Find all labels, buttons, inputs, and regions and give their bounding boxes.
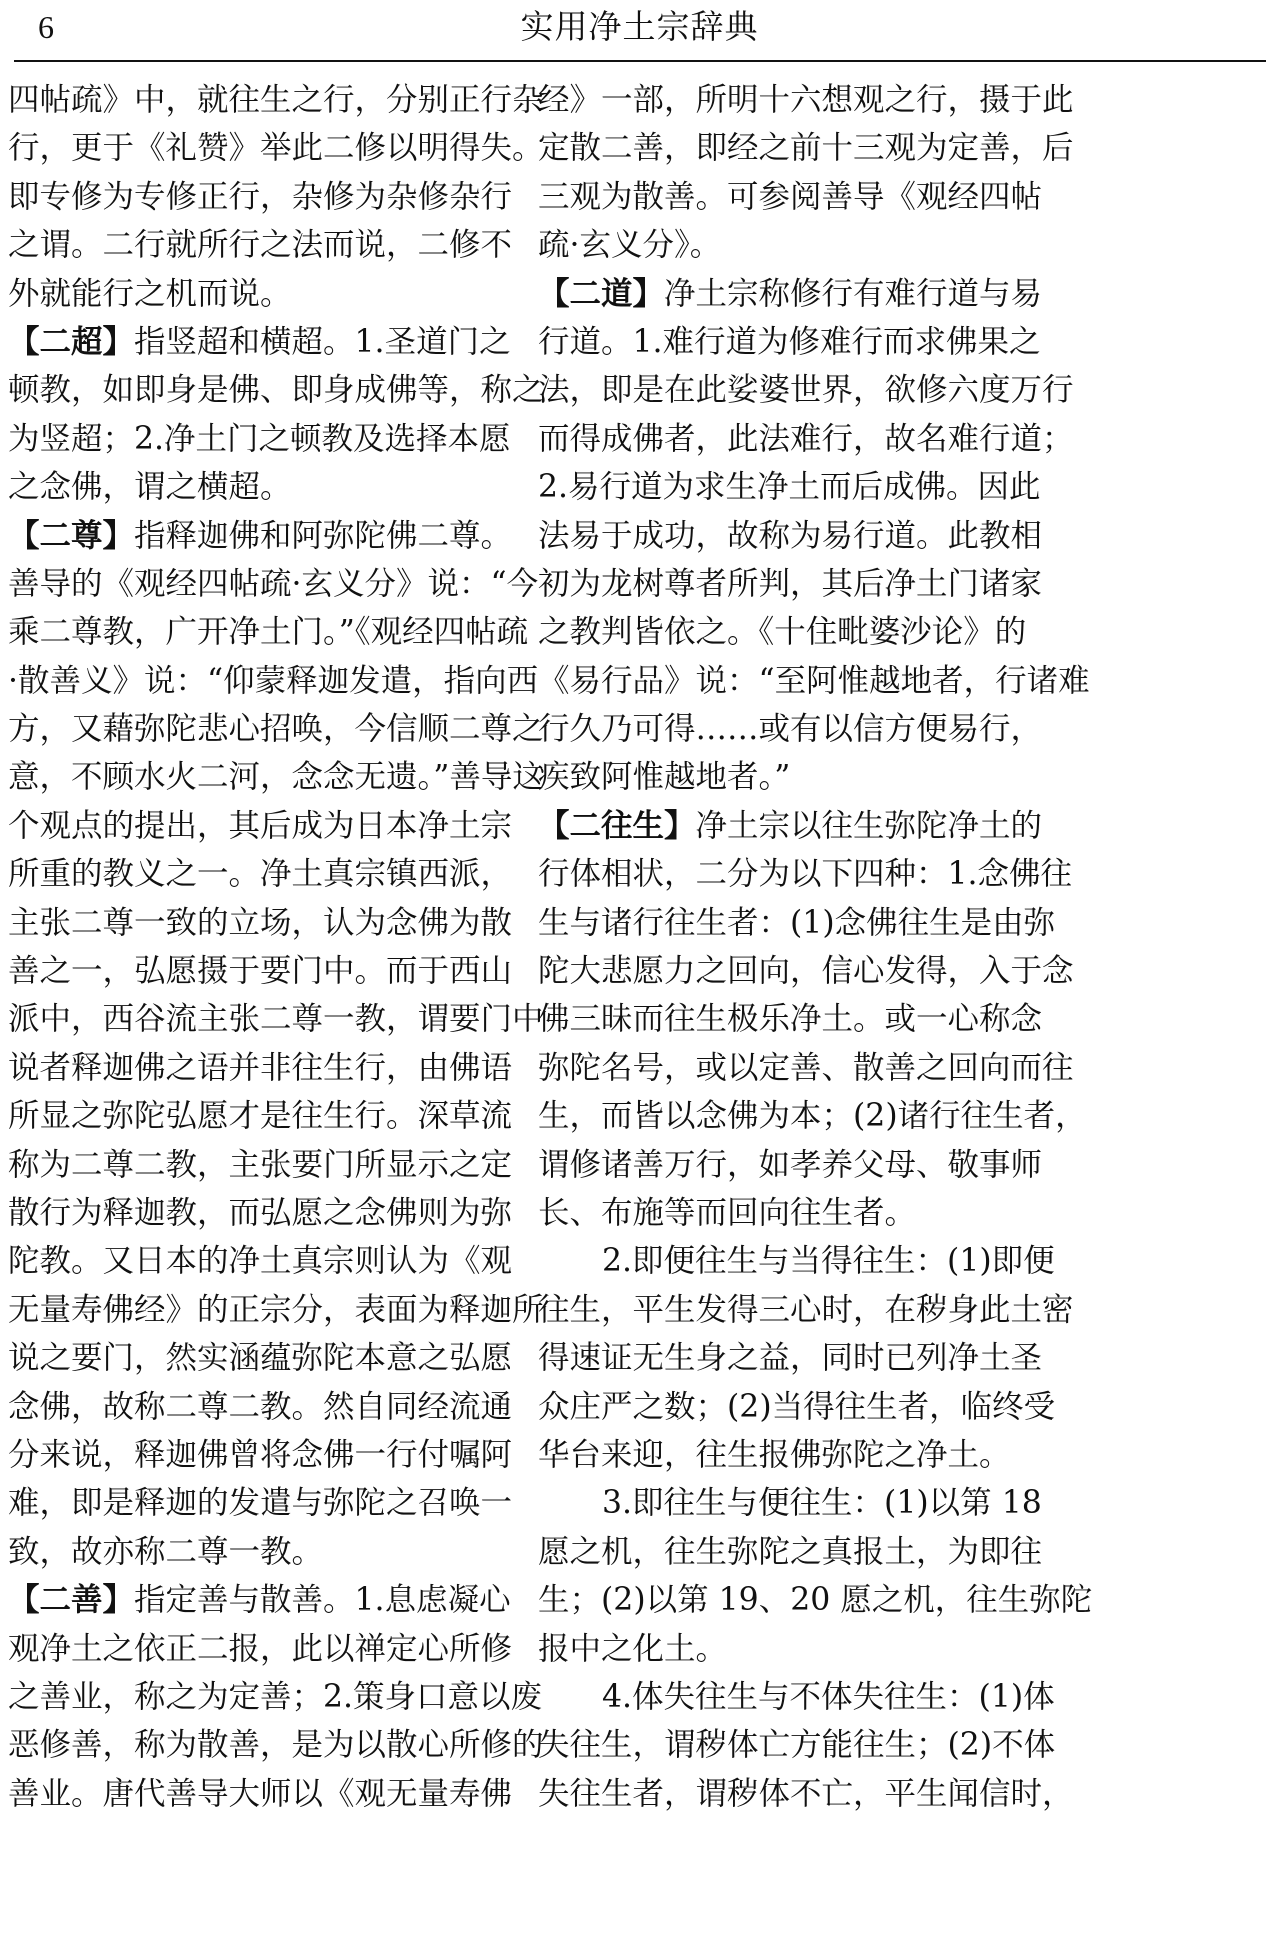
- text-line: [538, 753, 1022, 801]
- text-line: [538, 1721, 1056, 1769]
- text-line: [538, 366, 1074, 414]
- text-line: [538, 1770, 1074, 1818]
- text-line: [8, 366, 544, 414]
- line-text: 行，更于《礼赞》举此二修以明得失。: [8, 130, 544, 167]
- line-text: 经》一部，所明十六想观之行，摄于此: [538, 82, 1074, 118]
- line-text: 失往生者，谓秽体不亡，平生闻信时，: [538, 1775, 1074, 1812]
- line-text: 定散二善，即经之前十三观为定善，后: [538, 130, 1074, 167]
- entry-headword: 【二善】: [8, 1581, 135, 1619]
- entry-headword: 【二道】: [538, 274, 665, 312]
- text-line: [538, 1383, 1056, 1431]
- text-line: [8, 1770, 513, 1818]
- line-text: 净土宗称修行有难行道与易: [664, 275, 1043, 312]
- text-line: [538, 1528, 1043, 1576]
- text-line: [8, 270, 492, 318]
- page-header: [0, 0, 1279, 64]
- line-text: 往生，平生发得三心时，在秽身此土密: [538, 1291, 1074, 1328]
- line-text: 4.体失往生与不体失往生：(1)体: [602, 1678, 1055, 1715]
- line-text: 众庄严之数；(2)当得往生者，临终受: [538, 1388, 1056, 1425]
- line-text: 生，而皆以念佛为本；(2)诸行往生者，: [538, 1098, 1087, 1135]
- line-text: 善业。唐代善导大师以《观无量寿佛: [8, 1775, 513, 1812]
- line-text: 疾致阿惟越地者。”: [538, 759, 791, 796]
- line-text: 为竖超；2.净土门之顿教及选择本愿: [8, 420, 511, 457]
- line-text: 乘二尊教，广开净土门。”《观经四帖疏: [8, 614, 529, 651]
- text-line: [538, 463, 1041, 511]
- text-line: [8, 560, 539, 608]
- text-line: [538, 1673, 1055, 1721]
- text-line: [8, 124, 544, 172]
- text-line: [8, 1673, 543, 1721]
- text-line: [8, 415, 511, 463]
- text-line: [538, 221, 1022, 269]
- text-line: [538, 1237, 1055, 1285]
- right-column: [538, 76, 1093, 1818]
- line-text: 恶修善，称为散善，是为以散心所修的: [8, 1727, 544, 1764]
- text-line: [538, 1576, 1093, 1624]
- text-line: [8, 1237, 513, 1285]
- line-text: 方，又藉弥陀悲心招唤，今信顺二尊之: [8, 711, 544, 748]
- text-line: [538, 1141, 1043, 1189]
- text-line: [8, 1286, 544, 1334]
- text-line: [8, 463, 492, 511]
- text-line: [8, 947, 513, 995]
- line-text: 称为二尊二教，主张要门所显示之定: [8, 1146, 513, 1183]
- line-text: 佛三昧而往生极乐净土。或一心称念: [538, 1001, 1043, 1038]
- text-line: [8, 1625, 513, 1673]
- line-text: 三观为散善。可参阅善导《观经四帖: [538, 178, 1043, 215]
- text-line: [8, 512, 513, 560]
- text-line: [8, 1528, 492, 1576]
- line-text: 陀教。又日本的净土真宗则认为《观: [8, 1243, 513, 1280]
- text-line: [538, 1431, 1022, 1479]
- text-line: [538, 705, 1043, 753]
- text-line: [538, 173, 1043, 221]
- text-line: [538, 899, 1056, 947]
- line-text: 所显之弥陀弘愿才是往生行。深草流: [8, 1098, 513, 1135]
- line-text: 个观点的提出，其后成为日本净土宗: [8, 807, 513, 844]
- text-line: [538, 1479, 1042, 1527]
- line-text: 行体相状，二分为以下四种：1.念佛往: [538, 856, 1073, 893]
- line-text: 净土宗以往生弥陀净土的: [695, 807, 1043, 844]
- page-number: 6: [38, 9, 54, 45]
- text-line: [8, 657, 539, 705]
- line-text: 致，故亦称二尊一教。: [8, 1533, 324, 1570]
- line-text: 指定善与散善。1.息虑凝心: [134, 1582, 511, 1619]
- line-text: 难，即是释迦的发遣与弥陀之召唤一: [8, 1485, 513, 1522]
- running-title: 实用净土宗辞典: [520, 7, 759, 46]
- line-text: 无量寿佛经》的正宗分，表面为释迦所: [8, 1291, 544, 1328]
- text-line: [8, 1383, 513, 1431]
- line-text: 行道。1.难行道为修难行而求佛果之: [538, 323, 1041, 360]
- text-line: [8, 1479, 513, 1527]
- text-line: [8, 1721, 544, 1769]
- text-line: [538, 802, 1043, 850]
- text-line: [8, 318, 511, 366]
- text-line: [8, 1576, 511, 1624]
- text-line: [538, 270, 1043, 318]
- line-text: 所重的教义之一。净土真宗镇西派，: [8, 856, 513, 893]
- line-text: 得速证无生身之益，同时已列净土圣: [538, 1340, 1043, 1377]
- text-line: [538, 1044, 1074, 1092]
- line-text: 3.即往生与便往生：(1)以第 18: [602, 1485, 1042, 1522]
- text-line: [538, 947, 1074, 995]
- line-text: 派中，西谷流主张二尊一教，谓要门中: [8, 1001, 544, 1038]
- text-line: [538, 657, 1090, 705]
- text-line: [538, 608, 1027, 656]
- text-line: [538, 560, 1043, 608]
- entry-headword: 【二超】: [8, 322, 135, 360]
- text-line: [538, 995, 1043, 1043]
- text-line: [538, 124, 1074, 172]
- text-line: [8, 76, 544, 124]
- line-text: 失往生，谓秽体亡方能往生；(2)不体: [538, 1727, 1056, 1764]
- line-text: 行久乃可得……或有以信方便易行，: [538, 711, 1043, 748]
- text-line: [8, 899, 513, 947]
- line-text: 念佛，故称二尊二教。然自同经流通: [8, 1388, 513, 1425]
- header-rule: [14, 60, 1266, 62]
- line-text: 之念佛，谓之横超。: [8, 469, 292, 506]
- line-text: 顿教，如即身是佛、即身成佛等，称之: [8, 372, 544, 409]
- text-line: [8, 1334, 513, 1382]
- line-text: 长、布施等而回向往生者。: [538, 1194, 917, 1231]
- text-line: [8, 1044, 513, 1092]
- line-text: 弥陀名号，或以定善、散善之回向而往: [538, 1049, 1074, 1086]
- line-text: 华台来迎，往生报佛弥陀之净土。: [538, 1436, 1011, 1473]
- text-line: [8, 802, 513, 850]
- line-text: 外就能行之机而说。: [8, 275, 292, 312]
- line-text: ·散善义》说：“仰蒙释迦发遣，指向西: [8, 662, 539, 699]
- line-text: 报中之化土。: [538, 1630, 728, 1667]
- line-text: 而得成佛者，此法难行，故名难行道；: [538, 420, 1074, 457]
- line-text: 说者释迦佛之语并非往生行，由佛语: [8, 1049, 513, 1086]
- text-line: [8, 1092, 513, 1140]
- text-line: [8, 995, 544, 1043]
- text-line: [538, 1286, 1074, 1334]
- text-line: [538, 512, 1043, 560]
- text-line: [8, 705, 544, 753]
- line-text: 指释迦佛和阿弥陀佛二尊。: [134, 517, 513, 554]
- line-text: 《易行品》说：“至阿惟越地者，行诸难: [538, 662, 1090, 699]
- line-text: 四帖疏》中，就往生之行，分别正行杂: [8, 82, 544, 118]
- text-line: [538, 1189, 1022, 1237]
- line-text: 指竖超和横超。1.圣道门之: [134, 323, 511, 360]
- line-text: 疏·玄义分》。: [538, 227, 722, 264]
- line-text: 主张二尊一致的立场，认为念佛为散: [8, 904, 513, 941]
- line-text: 陀大悲愿力之回向，信心发得，入于念: [538, 953, 1074, 990]
- text-line: [538, 318, 1041, 366]
- line-text: 观净土之依正二报，此以禅定心所修: [8, 1630, 513, 1667]
- line-text: 意，不顾水火二河，念念无遗。”善导这: [8, 759, 544, 796]
- text-line: [538, 850, 1073, 898]
- text-line: [8, 1141, 513, 1189]
- line-text: 说之要门，然实涵蕴弥陀本意之弘愿: [8, 1340, 513, 1377]
- text-line: [538, 1625, 1022, 1673]
- line-text: 散行为释迦教，而弘愿之念佛则为弥: [8, 1194, 513, 1231]
- entry-headword: 【二尊】: [8, 516, 135, 554]
- text-line: [8, 1431, 513, 1479]
- line-text: 法易于成功，故称为易行道。此教相: [538, 517, 1043, 554]
- line-text: 善导的《观经四帖疏·玄义分》说：“今: [8, 565, 539, 602]
- line-text: 即专修为专修正行，杂修为杂修杂行: [8, 178, 513, 215]
- text-line: [8, 608, 529, 656]
- text-line: [538, 76, 1074, 124]
- line-text: 谓修诸善万行，如孝养父母、敬事师: [538, 1146, 1043, 1183]
- left-column: [8, 76, 544, 1818]
- line-text: 生与诸行往生者：(1)念佛往生是由弥: [538, 904, 1056, 941]
- line-text: 愿之机，往生弥陀之真报土，为即往: [538, 1533, 1043, 1570]
- line-text: 之善业，称之为定善；2.策身口意以废: [8, 1678, 543, 1715]
- text-line: [8, 850, 513, 898]
- line-text: 初为龙树尊者所判，其后净土门诸家: [538, 565, 1043, 602]
- line-text: 生；(2)以第 19、20 愿之机，往生弥陀: [538, 1582, 1093, 1619]
- line-text: 之谓。二行就所行之法而说，二修不: [8, 227, 513, 264]
- text-line: [538, 1092, 1087, 1140]
- line-text: 分来说，释迦佛曾将念佛一行付嘱阿: [8, 1436, 513, 1473]
- text-line: [8, 173, 513, 221]
- line-text: 法，即是在此娑婆世界，欲修六度万行: [538, 372, 1074, 409]
- text-line: [538, 415, 1074, 463]
- line-text: 之教判皆依之。《十住毗婆沙论》的: [538, 614, 1027, 651]
- line-text: 2.易行道为求生净土而后成佛。因此: [538, 469, 1041, 506]
- text-line: [8, 1189, 513, 1237]
- text-line: [8, 753, 544, 801]
- text-line: [538, 1334, 1043, 1382]
- entry-headword: 【二往生】: [538, 806, 696, 844]
- line-text: 2.即便往生与当得往生：(1)即便: [602, 1243, 1055, 1280]
- line-text: 善之一，弘愿摄于要门中。而于西山: [8, 953, 513, 990]
- text-line: [8, 221, 513, 269]
